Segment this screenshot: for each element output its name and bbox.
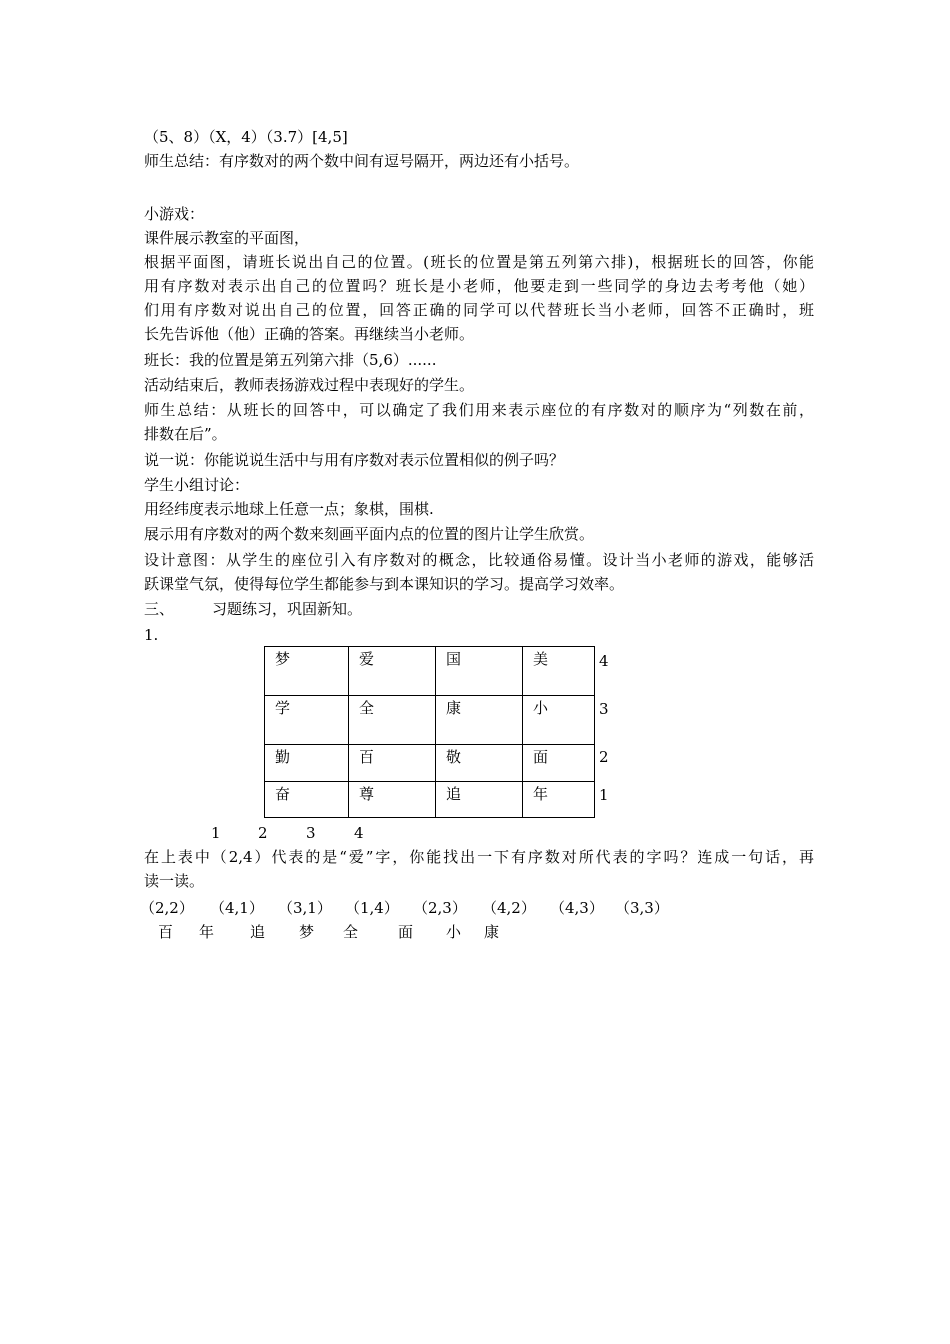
question-line: 在上表中（2,4）代表的是“爱”字，你能找出一下有序数对所代表的字吗？连成一句话，再 bbox=[144, 848, 814, 866]
ordered-pair: （4,2） bbox=[482, 899, 536, 917]
column-label: 4 bbox=[354, 824, 364, 842]
paragraph-line: 课件展示教室的平面图， bbox=[144, 229, 310, 247]
grid-cell: 奋 bbox=[265, 782, 349, 818]
row-label: 1 bbox=[599, 786, 609, 804]
answer-char: 追 bbox=[250, 923, 266, 941]
grid-cell: 全 bbox=[349, 696, 436, 745]
answer-char: 小 bbox=[446, 923, 462, 941]
answer-char: 全 bbox=[343, 923, 359, 941]
game-heading: 小游戏： bbox=[144, 205, 205, 223]
grid-cell: 康 bbox=[436, 696, 523, 745]
grid-cell: 追 bbox=[436, 782, 523, 818]
paragraph-line: 展示用有序数对的两个数来刻画平面内点的位置的图片让学生欣赏。 bbox=[144, 525, 595, 543]
ordered-pair: （4,3） bbox=[550, 899, 604, 917]
ordered-pair: （2,3） bbox=[413, 899, 467, 917]
grid-cell: 梦 bbox=[265, 647, 349, 696]
paragraph-line: 说一说：你能说说生活中与用有序数对表示位置相似的例子吗？ bbox=[144, 451, 565, 469]
example-pairs-line: （5、8）（X，4）（3.7）[4,5] bbox=[144, 128, 348, 146]
character-grid bbox=[264, 646, 595, 818]
grid-cell: 尊 bbox=[349, 782, 436, 818]
grid-cell: 敬 bbox=[436, 745, 523, 782]
answer-char: 年 bbox=[199, 923, 215, 941]
paragraph-line: 跃课堂气氛，使得每位学生都能参与到本课知识的学习。提高学习效率。 bbox=[144, 575, 625, 593]
paragraph-line: 活动结束后，教师表扬游戏过程中表现好的学生。 bbox=[144, 376, 475, 394]
paragraph-line: 师生总结：从班长的回答中，可以确定了我们用来表示座位的有序数对的顺序为“列数在前， bbox=[144, 401, 814, 419]
exercise-number: 1. bbox=[144, 626, 159, 644]
ordered-pair: （2,2） bbox=[140, 899, 194, 917]
grid-cell: 面 bbox=[523, 745, 595, 782]
column-label: 3 bbox=[306, 824, 316, 842]
monitor-quote-line: 班长：我的位置是第五列第六排（5,6）...... bbox=[144, 351, 437, 369]
paragraph-line: 排数在后”。 bbox=[144, 425, 227, 443]
ordered-pair: （1,4） bbox=[345, 899, 399, 917]
grid-cell: 学 bbox=[265, 696, 349, 745]
paragraph-line: 们用有序数对说出自己的位置，回答正确的同学可以代替班长当小老师，回答不正确时，班 bbox=[144, 301, 814, 319]
grid-cell: 百 bbox=[349, 745, 436, 782]
summary-line: 师生总结：有序数对的两个数中间有逗号隔开，两边还有小括号。 bbox=[144, 152, 580, 170]
answer-char: 康 bbox=[484, 923, 500, 941]
answer-char: 百 bbox=[158, 923, 174, 941]
paragraph-line: 用有序数对表示出自己的位置吗？班长是小老师，他要走到一些同学的身边去考考他（她） bbox=[144, 277, 814, 295]
paragraph-line: 学生小组讨论： bbox=[144, 476, 250, 494]
grid-cell: 爱 bbox=[349, 647, 436, 696]
column-label: 1 bbox=[211, 824, 221, 842]
ordered-pair: （4,1） bbox=[210, 899, 264, 917]
row-label: 3 bbox=[599, 700, 609, 718]
grid-cell: 小 bbox=[523, 696, 595, 745]
section-heading bbox=[144, 597, 814, 621]
section-title: 习题练习，巩固新知。 bbox=[212, 600, 363, 618]
column-label: 2 bbox=[258, 824, 268, 842]
grid-cell: 国 bbox=[436, 647, 523, 696]
paragraph-line: 用经纬度表示地球上任意一点；象棋，围棋. bbox=[144, 500, 434, 518]
grid-cell: 美 bbox=[523, 647, 595, 696]
paragraph-line: 设计意图：从学生的座位引入有序数对的概念，比较通俗易懂。设计当小老师的游戏，能够活 bbox=[144, 551, 814, 569]
row-label: 4 bbox=[599, 652, 609, 670]
answer-char: 面 bbox=[398, 923, 414, 941]
row-label: 2 bbox=[599, 748, 609, 766]
paragraph-line: 根据平面图，请班长说出自己的位置。(班长的位置是第五列第六排)，根据班长的回答，你能 bbox=[144, 253, 814, 271]
paragraph-line: 长先告诉他（他）正确的答案。再继续当小老师。 bbox=[144, 325, 475, 343]
section-number: 三、 bbox=[144, 600, 175, 618]
grid-cell: 勤 bbox=[265, 745, 349, 782]
answer-char: 梦 bbox=[299, 923, 315, 941]
ordered-pair: （3,1） bbox=[278, 899, 332, 917]
question-line: 读一读。 bbox=[144, 872, 205, 890]
grid-cell: 年 bbox=[523, 782, 595, 818]
ordered-pair: （3,3） bbox=[615, 899, 669, 917]
